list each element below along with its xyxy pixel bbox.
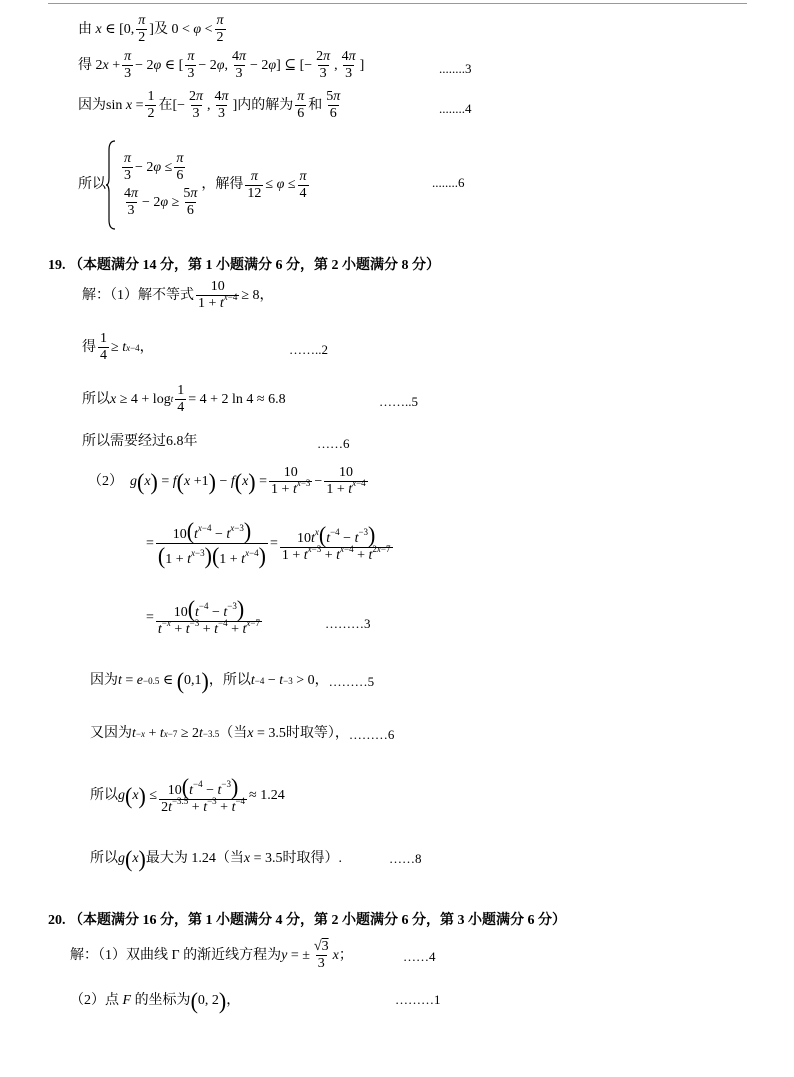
score-mark: ………1 bbox=[395, 992, 441, 1007]
text: 在 bbox=[158, 97, 173, 113]
score-mark: ………5 bbox=[328, 673, 375, 689]
score-mark: ………6 bbox=[348, 726, 395, 742]
q19-line-1: 解：（1）解不等式 10 $1 + t^{x-4}$ ≥ 8， bbox=[82, 279, 274, 311]
text: ， bbox=[314, 673, 329, 688]
text: 年 bbox=[183, 434, 198, 449]
text: （2） bbox=[88, 473, 123, 489]
q19-line-5: （2） g ( x ) = f ( x +1 ) − f ( x ) = 10 $1 + t^{x-3}$ − 10 $1 + t^{x-4}$ bbox=[88, 465, 366, 497]
q20-line-1: 解：（1）双曲线 Γ 的渐近线方程为 y = ± √3 3 x ； bbox=[70, 939, 353, 971]
q19-header: 19. （本题满分 14 分，第 1 小题满分 6 分，第 2 小题满分 8 分） bbox=[48, 258, 440, 273]
q19-line-10: 所以 g ( x ) ≤ $10(t^{-4} - t^{-3})$ $2t^{-3.5} + t^{-3} + t^{-4}$ ≈ 1.24 bbox=[90, 773, 285, 815]
text: 由 bbox=[78, 21, 92, 37]
text: （2）点 bbox=[70, 993, 119, 1008]
text: 因为 bbox=[78, 97, 106, 113]
score-mark: ........6 bbox=[432, 175, 465, 190]
q19-line-8: 因为 t = e −0.5 ∈ ( 0,1 ) ，所以 t −4 − t −3 > 0 ， ………5 bbox=[90, 667, 375, 694]
prev-line-4: 所以 π 3 − 2 φ ≤ π 6 4π 3 − 2 φ ≥ 5π 6 ，解得 π 12 ≤ φ ≤ π 4 bbox=[78, 140, 311, 230]
score-mark: ……..5 bbox=[379, 394, 418, 409]
q19-line-7: = $10(t^{-4} - t^{-3})$ $t^{-x} + t^{-3} + t^{-4} + t^{x-7}$ bbox=[146, 595, 260, 637]
q19-line-9: 又因为 t −x + t x−7 ≥ 2 t −3.5 （当 x = 3.5 时取等）， ………6 bbox=[90, 726, 395, 742]
text: 的渐近线方程为 bbox=[183, 947, 282, 963]
brace-icon bbox=[106, 140, 116, 230]
text: 最大为 1.24（当 bbox=[145, 851, 244, 866]
score-mark: ……4 bbox=[403, 949, 436, 964]
text: ； bbox=[338, 947, 353, 963]
q20-header: 20. （本题满分 16 分，第 1 小题满分 4 分，第 2 小题满分 6 分，第 3 小题满分 6 分） bbox=[48, 913, 566, 928]
text: ，解得 bbox=[201, 177, 244, 192]
text: 时取等）， bbox=[285, 726, 349, 741]
text: ， bbox=[226, 993, 241, 1008]
q19-line-4 bbox=[82, 435, 198, 449]
text: 所以需要经过 bbox=[82, 434, 166, 449]
text: 解：（1）解不等式 bbox=[82, 287, 194, 303]
q19-line-11: 所以 g ( x ) 最大为 1.24（当 x = 3.5 时取得）. bbox=[90, 845, 342, 872]
score-mark: ……..2 bbox=[289, 342, 328, 357]
text: 的坐标为 bbox=[134, 993, 191, 1008]
prev-line-3: 因为 sin x = 1 2 在 [− 2π 3 , 4π 3 ] 内的解为 π 6 和 5π 6 bbox=[78, 89, 341, 121]
q20-line-2: （2）点 F 的坐标为 ( 0, 2 ) ， bbox=[70, 987, 241, 1014]
q19-line-2: 得 1 4 ≥ t x−4 ， bbox=[82, 331, 154, 363]
score-mark: ........4 bbox=[439, 101, 472, 116]
text: 所以 bbox=[90, 851, 118, 866]
text: 又因为 bbox=[90, 726, 132, 741]
text: 得 bbox=[78, 57, 92, 73]
score-mark: ........3 bbox=[439, 61, 472, 76]
text: 及 bbox=[153, 21, 168, 37]
text: ，所以 bbox=[208, 673, 251, 688]
text: 解：（1）双曲线 bbox=[70, 947, 168, 963]
score-mark: ……8 bbox=[389, 851, 422, 866]
score-mark: ……6 bbox=[317, 436, 350, 451]
text: 所以 bbox=[90, 787, 118, 803]
text: 所以 bbox=[78, 177, 106, 192]
text: （当 bbox=[219, 726, 248, 741]
top-rule bbox=[48, 3, 747, 4]
score-mark: ………3 bbox=[325, 616, 371, 631]
text: 内的解为 bbox=[237, 97, 294, 113]
prev-line-2: 得 2 x + π 3 − 2 φ ∈ [ π 3 − 2 φ , 4π 3 − 2 φ ] ⊆ [− 2π 3 , 4π 3 ] bbox=[78, 49, 365, 81]
text: 时取得）. bbox=[282, 851, 342, 866]
text: 6.8 bbox=[166, 434, 184, 449]
text: 得 bbox=[82, 339, 96, 355]
text: 所以 bbox=[82, 391, 110, 407]
q19-line-6: = $10(t^{x-4} - t^{x-3})$ $(1 + t^{x-3})(1 + t^{x-4})$ = $10t^x(t^{-4} - t^{-3})$ $1 + t^{x-3} + t^{x-4} + t^{2x-7}$ bbox=[146, 517, 391, 569]
text: 因为 bbox=[90, 673, 118, 688]
q19-line-3: 所以 x ≥ 4 + log t 1 4 = 4 + 2 ln 4 ≈ 6.8 bbox=[82, 383, 286, 415]
prev-line-1: 由 x ∈ [0, π 2 ] 及 0 < φ < π 2 bbox=[78, 13, 224, 45]
text: 和 bbox=[308, 97, 323, 113]
